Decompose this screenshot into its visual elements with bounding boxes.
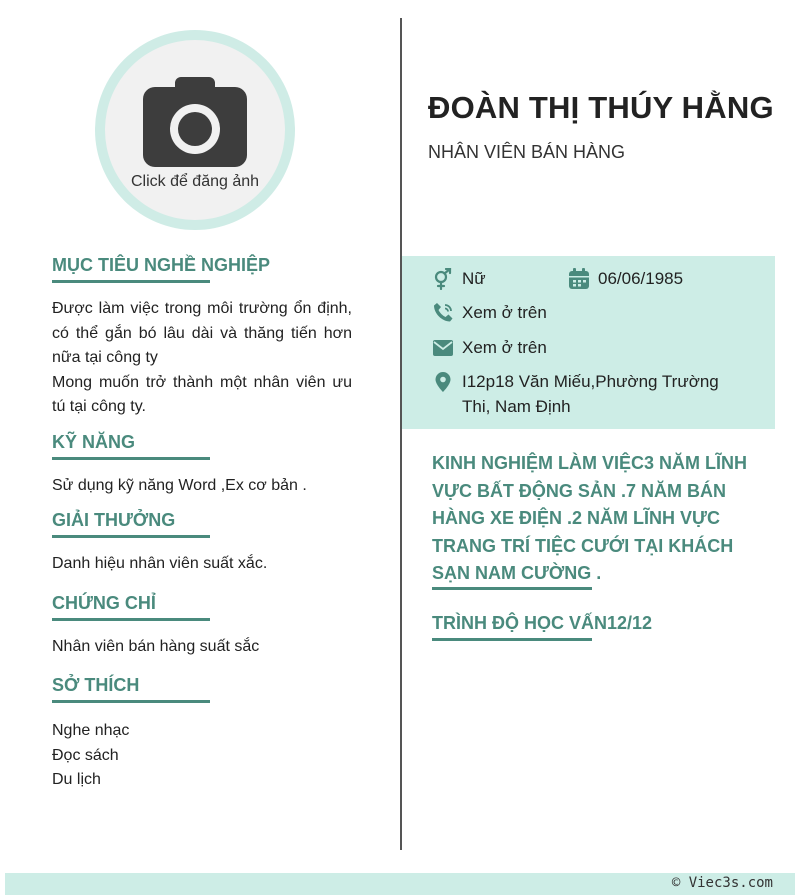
experience-heading: KINH NGHIỆM LÀM VIỆC3 NĂM LĨNH VỰC BẤT ĐỘNG SẢN .7 NĂM BÁN HÀNG XE ĐIỆN .2 NĂM LĨNH VỰC TRANG TRÍ TIỆC CƯỚI TẠI KHÁCH SẠN NAM CƯỜNG . [432, 453, 747, 583]
camera-icon [141, 75, 249, 169]
education-heading: TRÌNH ĐỘ HỌC VẤN12/12 [432, 613, 653, 633]
section-body [52, 297, 352, 420]
phone-icon [432, 302, 454, 324]
left-column [52, 255, 352, 805]
section-body: Nhân viên bán hàng suất sắc [52, 637, 260, 655]
gender-row [432, 268, 486, 291]
dob-row [568, 268, 683, 291]
section-certificates [52, 593, 352, 660]
hobby-item: Nghe nhạc [52, 722, 130, 739]
dob-value: 06/06/1985 [598, 269, 684, 288]
avatar-upload[interactable] [95, 30, 295, 230]
email-value: Xem ở trên [462, 338, 547, 357]
candidate-name: ĐOÀN THỊ THÚY HẰNG [428, 90, 774, 125]
email-row [432, 337, 547, 360]
footer-credit: © Viec3s.com [671, 875, 773, 891]
section-title: CHỨNG CHỈ [52, 593, 210, 621]
objective-line: Mong muốn trở thành một nhân viên ưu tú tại công ty. [52, 373, 352, 415]
calendar-icon [568, 268, 590, 290]
gender-value: Nữ [462, 269, 486, 288]
footer-bar [5, 873, 795, 895]
section-title: SỞ THÍCH [52, 675, 210, 703]
phone-row [432, 302, 547, 325]
mail-icon [432, 337, 454, 359]
section-body: Danh hiệu nhân viên suất xắc. [52, 555, 268, 572]
candidate-role: NHÂN VIÊN BÁN HÀNG [428, 142, 626, 162]
section-title: KỸ NĂNG [52, 432, 210, 460]
section-title: GIẢI THƯỞNG [52, 510, 210, 538]
section-title: MỤC TIÊU NGHỀ NGHIỆP [52, 255, 210, 283]
gender-icon [432, 268, 454, 290]
hobby-item: Đọc sách [52, 746, 119, 764]
section-awards [52, 510, 352, 577]
section-objective [52, 255, 352, 420]
avatar-placeholder[interactable] [105, 40, 285, 220]
location-pin-icon [432, 371, 454, 393]
avatar-caption: Click để đăng ảnh [130, 173, 260, 190]
section-hobbies [52, 675, 352, 793]
contact-panel [402, 256, 775, 429]
address-value: I12p18 Văn Miếu,Phường Trường Thi, Nam Định [462, 372, 719, 416]
section-body [52, 719, 352, 793]
section-skills [52, 432, 352, 499]
hobby-item: Du lịch [52, 771, 101, 788]
phone-value: Xem ở trên [462, 303, 547, 322]
education-underline [432, 638, 592, 641]
column-divider [400, 18, 402, 850]
section-body: Sử dụng kỹ năng Word ,Ex cơ bản . [52, 476, 307, 494]
experience-underline [432, 587, 592, 590]
address-row [432, 371, 732, 419]
objective-line: Được làm việc trong môi trường ổn định, có thể gắn bó lâu dài và thăng tiến hơn nữa tại công ty [52, 300, 352, 366]
